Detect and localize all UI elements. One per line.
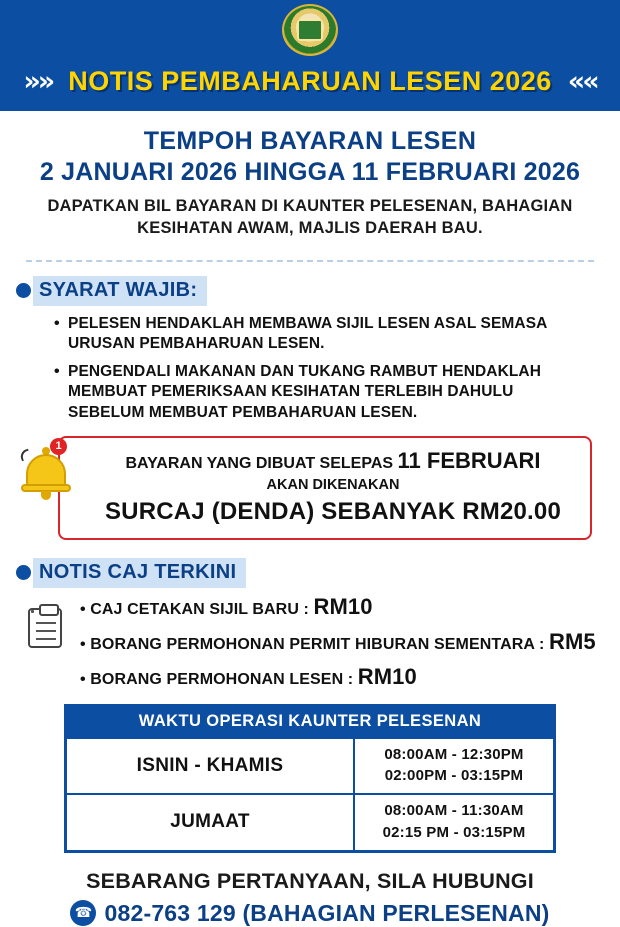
requirements-heading-row — [16, 276, 620, 306]
operating-hours-title: WAKTU OPERASI KAUNTER PELESENAN — [67, 707, 553, 737]
surcharge-line-1 — [90, 448, 576, 474]
bell-icon — [20, 438, 74, 498]
table-row — [67, 793, 553, 850]
period-heading: TEMPOH BAYARAN LESEN — [143, 127, 477, 155]
period-dates: 2 JANUARI 2026 HINGGA 11 FEBRUARI 2026 — [39, 158, 581, 186]
requirements-heading: SYARAT WAJIB: — [33, 276, 207, 306]
surcharge-deadline-date: 11 FEBRUARI — [397, 447, 541, 473]
charges-heading: NOTIS CAJ TERKINI — [33, 558, 246, 588]
clipboard-checklist-icon — [28, 608, 62, 648]
charge-label: • CAJ CETAKAN SIJIL BARU : — [80, 600, 309, 618]
phone-icon: ☎ — [70, 900, 96, 926]
hours-time-slot: 08:00AM - 11:30AM — [384, 802, 524, 820]
charges-heading-row — [16, 558, 620, 588]
period-note: DAPATKAN BIL BAYARAN DI KAUNTER PELESENAN, BAHAGIAN KESIHATAN AWAM, MAJLIS DAERAH BAU. — [47, 197, 573, 238]
charge-amount: RM10 — [357, 663, 417, 689]
surcharge-block — [55, 436, 592, 540]
page-title: NOTIS PEMBAHARUAN LESEN 2026 — [68, 66, 552, 96]
charges-block — [0, 558, 620, 690]
title-bar — [0, 60, 620, 111]
dot-icon — [16, 565, 31, 580]
council-crest-icon — [282, 4, 338, 56]
section-divider — [26, 260, 594, 262]
list-item — [80, 629, 600, 655]
chevron-left-icon-right: «« — [567, 66, 597, 97]
hours-day: ISNIN - KHAMIS — [136, 754, 284, 776]
surcharge-prefix: BAYARAN YANG DIBUAT SELEPAS — [125, 454, 394, 472]
enquiry-text: SEBARANG PERTANYAAN, SILA HUBUNGI — [86, 868, 534, 893]
surcharge-amount: SURCAJ (DENDA) SEBANYAK RM20.00 — [104, 497, 562, 525]
bell-badge-count: 1 — [50, 438, 67, 455]
surcharge-box — [58, 436, 592, 540]
hours-time-slot: 02:00PM - 03:15PM — [384, 767, 524, 785]
hours-times — [353, 739, 553, 794]
list-item — [80, 664, 600, 690]
charge-amount: RM10 — [313, 593, 373, 619]
phone-row — [0, 900, 620, 927]
hours-day: JUMAAT — [170, 811, 250, 833]
payment-period-block — [0, 111, 620, 250]
table-row — [67, 737, 553, 794]
phone-number: 082-763 129 (BAHAGIAN PERLESENAN) — [104, 899, 550, 926]
surcharge-line-2: AKAN DIKENAKAN — [266, 476, 400, 493]
dot-icon — [16, 283, 31, 298]
hours-time-slot: 08:00AM - 12:30PM — [384, 745, 524, 763]
chevron-right-icon-left: »» — [23, 66, 53, 97]
charges-list — [80, 594, 600, 690]
operating-hours-table — [64, 704, 556, 853]
hours-times — [353, 795, 553, 850]
footer-block — [0, 869, 620, 927]
charge-amount: RM5 — [548, 628, 596, 654]
requirements-list — [54, 314, 586, 424]
header-band — [0, 0, 620, 60]
charge-label: • BORANG PERMOHONAN LESEN : — [80, 670, 354, 688]
list-item: • PELESEN HENDAKLAH MEMBAWA SIJIL LESEN ASAL SEMASA URUSAN PEMBAHARUAN LESEN. — [54, 314, 586, 355]
hours-time-slot: 02:15 PM - 03:15PM — [382, 823, 526, 841]
charge-label: • BORANG PERMOHONAN PERMIT HIBURAN SEMENTARA : — [80, 635, 545, 653]
list-item — [80, 594, 600, 620]
list-item: • PENGENDALI MAKANAN DAN TUKANG RAMBUT HENDAKLAH MEMBUAT PEMERIKSAAN KESIHATAN TERLEBIH DAHULU SEBELUM MEMBUAT PEMBAHARUAN LESEN. — [54, 362, 586, 424]
